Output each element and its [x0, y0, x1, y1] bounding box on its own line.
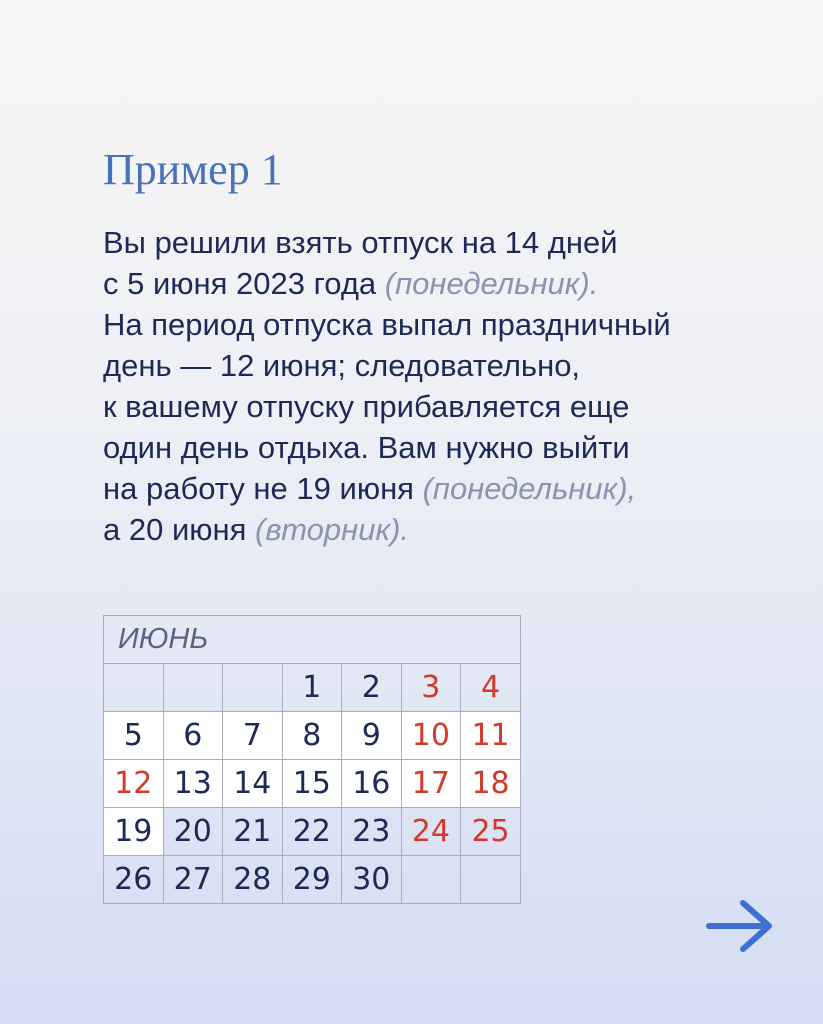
- calendar-day: 13: [163, 760, 223, 808]
- calendar-month: ИЮНЬ: [104, 616, 521, 664]
- calendar-empty-cell: [223, 664, 283, 712]
- text-line: Вы решили взять отпуск на 14 дней: [103, 225, 618, 260]
- calendar-week: [104, 760, 521, 808]
- calendar-empty-cell: [104, 664, 164, 712]
- calendar-day: 26: [104, 856, 164, 904]
- june-calendar: [103, 615, 521, 904]
- calendar-day: 15: [282, 760, 342, 808]
- example-description: [103, 222, 783, 550]
- weekday-hint: (понедельник),: [422, 471, 637, 506]
- calendar-day: 4: [461, 664, 521, 712]
- calendar-day: 1: [282, 664, 342, 712]
- calendar-day: 28: [223, 856, 283, 904]
- calendar-day: 6: [163, 712, 223, 760]
- calendar-day: 9: [342, 712, 402, 760]
- calendar-day: 7: [223, 712, 283, 760]
- text-line: один день отдыха. Вам нужно выйти: [103, 430, 630, 465]
- calendar-day: 22: [282, 808, 342, 856]
- calendar-day: 19: [104, 808, 164, 856]
- text-line: На период отпуска выпал праздничный: [103, 307, 671, 342]
- calendar-week: [104, 712, 521, 760]
- calendar-empty-cell: [401, 856, 461, 904]
- calendar-day: 2: [342, 664, 402, 712]
- calendar-day: 3: [401, 664, 461, 712]
- weekday-hint: (вторник).: [255, 512, 410, 547]
- calendar-empty-cell: [163, 664, 223, 712]
- calendar-day: 5: [104, 712, 164, 760]
- arrow-right-icon[interactable]: [705, 898, 775, 954]
- calendar-week: [104, 856, 521, 904]
- text-line: а 20 июня (вторник).: [103, 512, 410, 547]
- calendar-day: 10: [401, 712, 461, 760]
- calendar-day: 21: [223, 808, 283, 856]
- calendar-day: 23: [342, 808, 402, 856]
- calendar-day: 30: [342, 856, 402, 904]
- calendar-day: 29: [282, 856, 342, 904]
- text-line: с 5 июня 2023 года (понедельник).: [103, 266, 599, 301]
- calendar-day: 20: [163, 808, 223, 856]
- calendar-day: 16: [342, 760, 402, 808]
- text-line: к вашему отпуску прибавляется еще: [103, 389, 630, 424]
- text-line: на работу не 19 июня (понедельник),: [103, 471, 637, 506]
- calendar-day: 14: [223, 760, 283, 808]
- calendar-day: 11: [461, 712, 521, 760]
- calendar-empty-cell: [461, 856, 521, 904]
- weekday-hint: (понедельник).: [384, 266, 599, 301]
- page-title: Пример 1: [103, 145, 283, 194]
- calendar-week: [104, 808, 521, 856]
- calendar-week: [104, 664, 521, 712]
- calendar-day: 12: [104, 760, 164, 808]
- calendar-day: 24: [401, 808, 461, 856]
- text-line: день — 12 июня; следовательно,: [103, 348, 581, 383]
- calendar-day: 8: [282, 712, 342, 760]
- calendar-day: 25: [461, 808, 521, 856]
- calendar-day: 18: [461, 760, 521, 808]
- calendar-day: 27: [163, 856, 223, 904]
- calendar-day: 17: [401, 760, 461, 808]
